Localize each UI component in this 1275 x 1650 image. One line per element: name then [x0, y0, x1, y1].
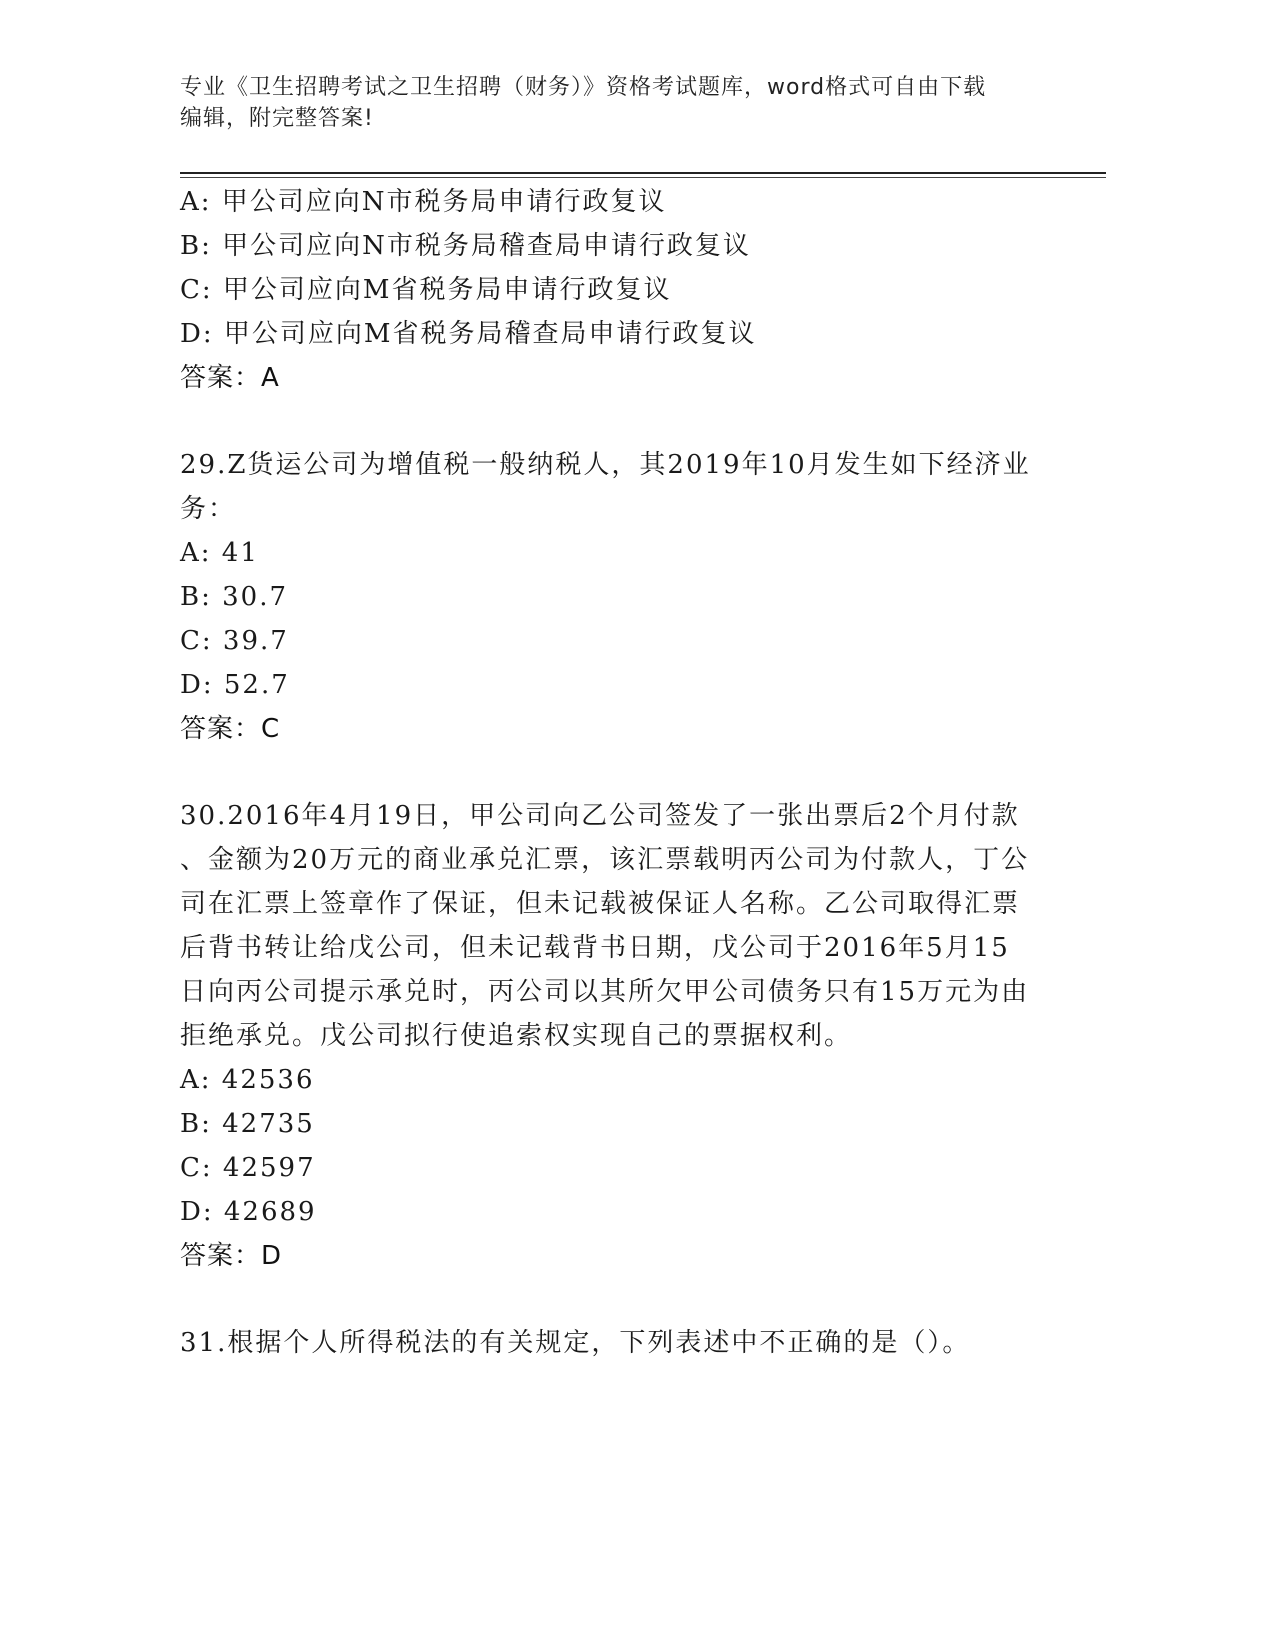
- option-c: C: 42597: [180, 1153, 316, 1183]
- question-text-line: 31.根据个人所得税法的有关规定，下列表述中不正确的是（）。: [180, 1328, 971, 1358]
- option-c: C: 甲公司应向M省税务局申请行政复议: [180, 275, 672, 305]
- option-b: B: 42735: [180, 1109, 315, 1139]
- header-rule-thin: [180, 177, 1106, 178]
- question-28: [180, 180, 1040, 400]
- header-rule-thick: [180, 172, 1106, 174]
- header-line-1: 专业《卫生招聘考试之卫生招聘（财务）》资格考试题库，word格式可自由下载: [180, 75, 987, 100]
- question-29: [180, 443, 1040, 751]
- option-b: B: 30.7: [180, 582, 289, 612]
- question-30: [180, 794, 1040, 1278]
- question-text-line: 司在汇票上签章作了保证，但未记载被保证人名称。乙公司取得汇票: [180, 889, 1021, 919]
- header-line-2: 编辑，附完整答案!: [180, 106, 374, 131]
- question-text-line: 后背书转让给戊公司，但未记载背书日期，戊公司于2016年5月15: [180, 933, 1010, 963]
- option-d: D: 42689: [180, 1197, 317, 1227]
- option-d: D: 52.7: [180, 670, 290, 700]
- option-b: B: 甲公司应向N市税务局稽查局申请行政复议: [180, 231, 751, 261]
- question-31: [180, 1321, 1040, 1365]
- document-header: [180, 72, 1060, 134]
- option-a: A: 甲公司应向N市税务局申请行政复议: [180, 187, 667, 217]
- option-a: A: 41: [180, 538, 259, 568]
- option-c: C: 39.7: [180, 626, 289, 656]
- question-text-line: 日向丙公司提示承兑时，丙公司以其所欠甲公司债务只有15万元为由: [180, 977, 1030, 1007]
- question-text-line: 29.Z货运公司为增值税一般纳税人，其2019年10月发生如下经济业: [180, 450, 1031, 480]
- question-text-line: 30.2016年4月19日，甲公司向乙公司签发了一张出票后2个月付款: [180, 801, 1020, 831]
- question-text-line: 务：: [180, 494, 237, 524]
- answer-line: 答案：D: [180, 1241, 283, 1271]
- spacer: [180, 1278, 1040, 1321]
- question-text-line: 拒绝承兑。戊公司拟行使追索权实现自己的票据权利。: [180, 1021, 853, 1051]
- option-d: D: 甲公司应向M省税务局稽查局申请行政复议: [180, 319, 757, 349]
- spacer: [180, 400, 1040, 443]
- answer-line: 答案：C: [180, 714, 281, 744]
- answer-line: 答案：A: [180, 363, 280, 393]
- spacer: [180, 751, 1040, 794]
- question-text-line: 、金额为20万元的商业承兑汇票，该汇票载明丙公司为付款人，丁公: [180, 845, 1030, 875]
- question-content: [180, 180, 1040, 1365]
- option-a: A: 42536: [180, 1065, 315, 1095]
